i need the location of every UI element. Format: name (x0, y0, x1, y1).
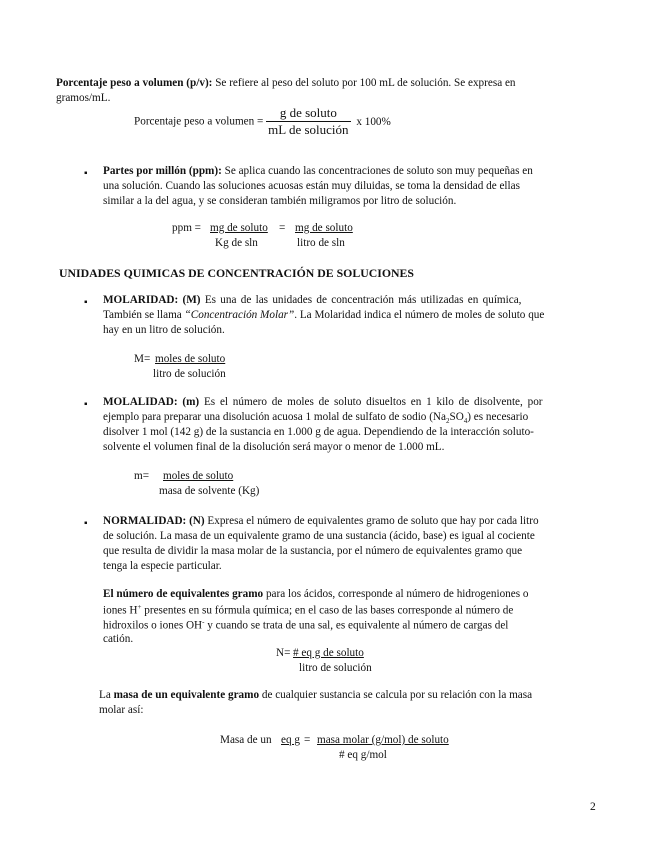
pv-formula: Porcentaje peso a volumen = $\frac{\text{g de soluto}}{\text{mL de solución}}$ x 100% (134, 105, 391, 137)
ppm-line-1: Partes por millón (ppm): Se aplica cuando las concentraciones de soluto son muy pequeñas en (103, 165, 533, 177)
pv-title: Porcentaje peso a volumen (p/v): (56, 77, 213, 89)
molalidad-line-1: MOLALIDAD: (m) Es el número de moles de soluto disueltos en 1 kilo de disolvente, por (103, 396, 543, 408)
normalidad-line-1: NORMALIDAD: (N) Expresa el número de equivalentes gramo de soluto que hay por cada litro (103, 515, 539, 527)
equivalentes-line-2: iones H+ presentes en su fórmula química; en el caso de las bases corresponde al número de (103, 603, 514, 617)
ppm-title: Partes por millón (ppm): (103, 165, 222, 177)
ppm-line-2: una solución. Cuando las soluciones acuosas están muy diluidas, se toma la densidad de ellas (103, 180, 520, 192)
molalidad-line-2: ejemplo para preparar una disolución acuosa 1 molal de sulfato de sodio $(Na_2SO_4)$ es necesario (103, 411, 529, 426)
equivalentes-title: El número de equivalentes gramo (103, 588, 264, 600)
molaridad-line-1: MOLARIDAD: (M) Es una de las unidades de concentración más utilizadas en química, (103, 294, 522, 306)
pv-fraction: $\frac{\text{g de soluto}}{\text{mL de solución}}$ (268, 105, 349, 137)
bullet-molaridad: ▪ (84, 297, 88, 308)
equivalentes-line-3: hidroxilos o iones OH- y cuando se trata de una sal, es equivalente al número de cargas del (103, 618, 509, 632)
masa-title: masa de un equivalente gramo (113, 689, 260, 701)
normalidad-title: NORMALIDAD: (N) (103, 515, 205, 527)
normalidad-line-3: que resulta de dividir la masa molar de la sustancia, por el número de equivalentes gramo que (103, 545, 523, 557)
section-heading: UNIDADES QUIMICAS DE CONCENTRACIÓN DE SOLUCIONES (59, 266, 414, 280)
pv-line-2: gramos/mL. (56, 92, 111, 104)
masa-line-1: La masa de un equivalente gramo de cualquier sustancia se calcula por su relación con la masa (99, 689, 533, 701)
normalidad-line-2: de solución. La masa de un equivalente gramo de una sustancia (ácido, base) es igual al cociente (103, 530, 535, 542)
bullet-normalidad: ▪ (84, 518, 88, 529)
molalidad-line-3: disolver 1 mol (142 g) de la sustancia en 1.000 g de agua. Dependiendo de la interacción soluto- (103, 426, 534, 438)
molaridad-title: MOLARIDAD: (M) (103, 294, 201, 306)
pv-line-1: Porcentaje peso a volumen (p/v): Se refiere al peso del soluto por 100 mL de solución. Se expresa en (56, 77, 516, 89)
normalidad-line-4: tenga la especie particular. (103, 560, 222, 572)
bullet-ppm: ▪ (84, 168, 88, 179)
molaridad-line-3: hay en un litro de solución. (103, 324, 225, 336)
molalidad-title: MOLALIDAD: (m) (103, 396, 200, 408)
molaridad-line-2: También se llama “Concentración Molar”. La Molaridad indica el número de moles de soluto que (103, 309, 545, 321)
bullet-molalidad: ▪ (84, 399, 88, 410)
ppm-line-3: similar a la del agua, y se consideran también miligramos por litro de solución. (103, 195, 457, 207)
molalidad-line-4: solvente el volumen final de la disolución será mayor o menor de 1.000 mL. (103, 441, 445, 453)
equivalentes-line-4: catión. (103, 633, 134, 645)
equivalentes-line-1: El número de equivalentes gramo para los ácidos, corresponde al número de hidrogeniones o (103, 588, 529, 600)
page-number: 2 (590, 801, 596, 813)
masa-line-2: molar así: (99, 704, 144, 716)
